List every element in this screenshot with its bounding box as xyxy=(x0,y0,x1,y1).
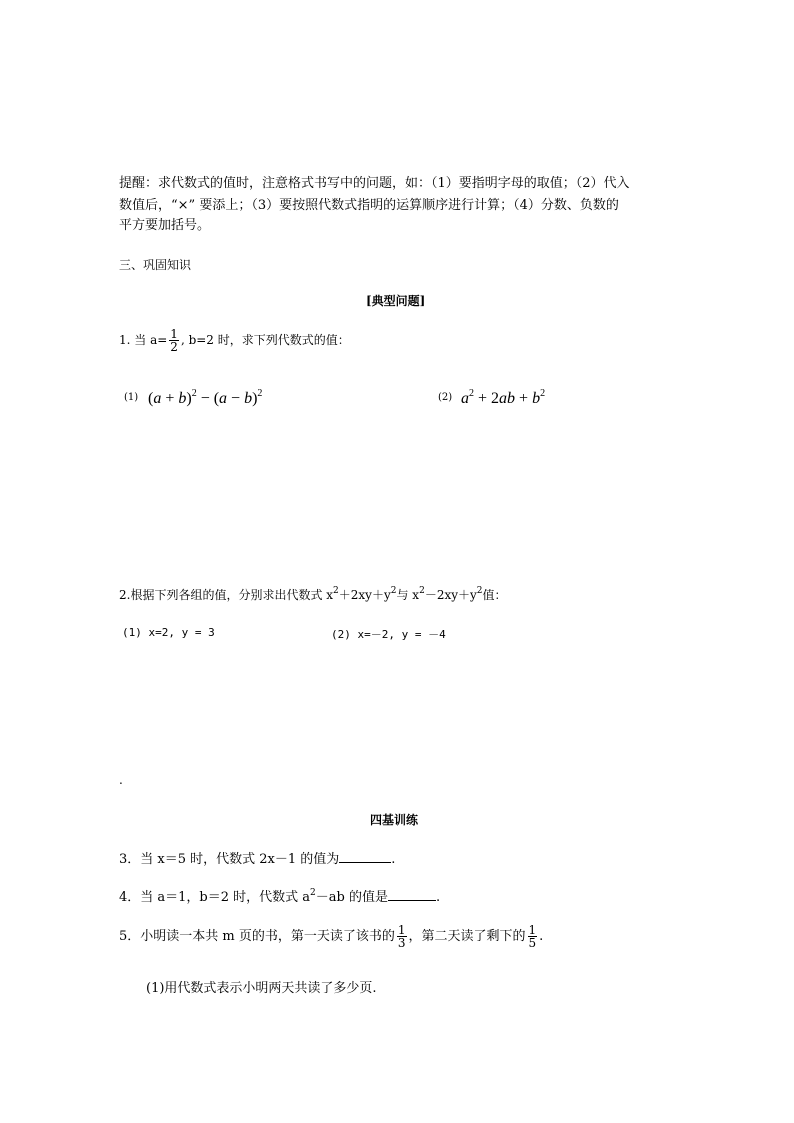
q2-sub2: (2) x=－2, y = －4 xyxy=(331,628,446,641)
section-3-title: 三、巩固知识 xyxy=(119,258,192,272)
q1-sub1-expression: $(a + b)^2 - (a - b)^2$ xyxy=(148,388,263,407)
q1-sub2-expression: $a^2 + 2ab + b^2$ xyxy=(461,388,546,407)
typical-problems-title: [典型问题] xyxy=(366,294,426,308)
q5-sub1: (1)用代数式表示小明两天共读了多少页. xyxy=(146,981,377,996)
answer-blank-3[interactable] xyxy=(339,850,391,863)
q1-sub1-label: (1) xyxy=(124,392,139,403)
stray-dot: . xyxy=(119,773,123,787)
fraction-one-third: $\frac{1}{3}$ xyxy=(397,923,406,950)
question-4: 4．当 a＝1，b＝2 时，代数式 $a^2-ab$ 的值是 . xyxy=(119,888,441,905)
reminder-line-3: 平方要加括号。 xyxy=(119,218,211,233)
reminder-line-1: 提醒：求代数式的值时，注意格式书写中的问题，如：（1）要指明字母的取值；（2）代入 xyxy=(119,176,630,191)
reminder-line-2: 数值后，“×” 要添上；（3）要按照代数式指明的运算顺序进行计算；（4）分数、负数的 xyxy=(119,198,619,213)
answer-blank-4[interactable] xyxy=(388,888,436,901)
basic-training-title: 四基训练 xyxy=(370,813,419,827)
question-2: 2.根据下列各组的值，分别求出代数式 $x^2+2xy+y^2$与 $x^2-2xy+y^2$值： xyxy=(119,586,507,602)
question-1 xyxy=(119,328,350,353)
fraction-one-half: $\frac{1}{2}$ xyxy=(170,327,178,354)
question-1-prefix: 1. 当 a= xyxy=(119,333,168,347)
question-1-suffix: , b=2 时，求下列代数式的值： xyxy=(180,333,350,347)
question-3: 3．当 x＝5 时，代数式 2x－1 的值为 . xyxy=(119,852,396,867)
q1-sub2-label: (2) xyxy=(438,392,453,403)
q2-sub1: (1) x=2, y = 3 xyxy=(122,626,215,639)
question-5: 5．小明读一本共 m 页的书，第一天读了该书的 $\frac{1}{3}$ ，第二天读了剩下的 $\frac{1}{5}$ . xyxy=(119,923,544,950)
fraction-one-fifth: $\frac{1}{5}$ xyxy=(528,923,537,950)
